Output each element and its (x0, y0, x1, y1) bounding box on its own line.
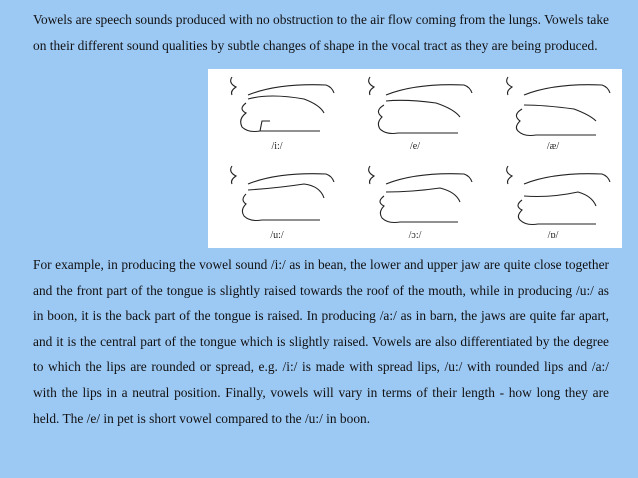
diagram-label: /ɒ/ (547, 230, 559, 241)
diagram-i (208, 69, 346, 158)
vocal-tract-diagram (208, 69, 346, 158)
vocal-tract-diagram (484, 69, 622, 158)
diagram-label: /e/ (410, 141, 420, 152)
vocal-tract-diagram (208, 158, 346, 247)
vocal-tract-diagram (346, 158, 484, 247)
diagram-label: /u:/ (270, 230, 284, 241)
body-paragraph: For example, in producing the vowel sound /i:/ as in bean, the lower and upper jaw are quite close together and the front part of the tongue is slightly raised towards the roof of the mouth, while in producing /u:/ as in boon, it is the back part of the tongue is raised. In producing /a:/ as in barn, the jaws are quite far apart, and it is the central part of the tongue which is slightly raised. Vowels are also differentiated by the degree to which the lips are rounded or spread, e.g. /i:/ is made with spread lips, /u:/ with rounded lips and /a:/ with the lips in a neutral position. Finally, vowels will vary in terms of their length - how long they are held. The /e/ in pet is short vowel compared to the /u:/ in boon. (33, 257, 609, 426)
intro-paragraph: Vowels are speech sounds produced with no obstruction to the air flow coming from the lungs. Vowels take on their different sound qualities by subtle changes of shape in the vocal tract as they are being produced. (33, 12, 609, 53)
diagram-o-long (346, 158, 484, 247)
diagram-e (346, 69, 484, 158)
diagram-label: /ɔ:/ (408, 230, 422, 241)
diagram-label: /æ/ (546, 141, 560, 152)
diagram-u (208, 158, 346, 247)
vowel-articulation-figure (208, 69, 622, 248)
diagram-label: /i:/ (271, 141, 283, 152)
vocal-tract-diagram (346, 69, 484, 158)
diagram-ae (484, 69, 622, 158)
vocal-tract-diagram (484, 158, 622, 247)
diagram-o-short (484, 158, 622, 247)
